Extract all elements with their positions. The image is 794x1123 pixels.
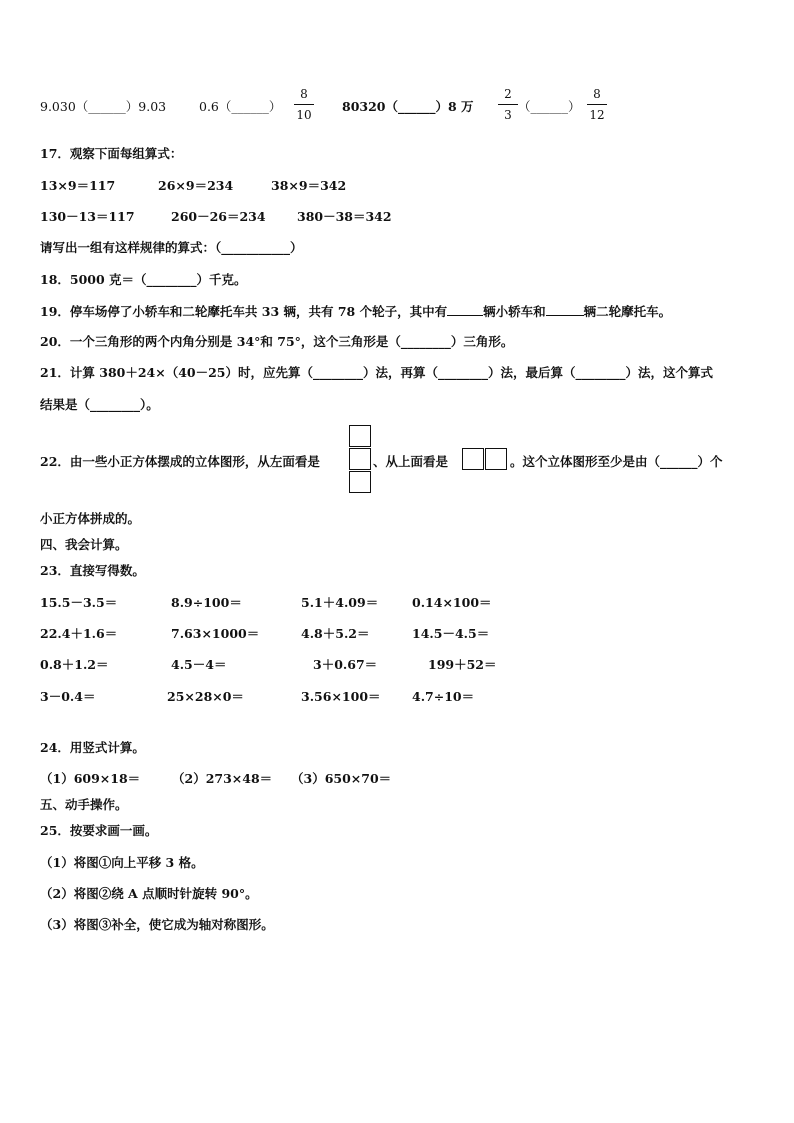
calc-item: 25×28×0＝ xyxy=(167,689,244,704)
q17-eq-1-2: 26×9＝234 xyxy=(158,178,234,193)
calc-item: 4.5－4＝ xyxy=(171,657,227,672)
blank-line xyxy=(546,303,584,316)
section-5-heading: 五、动手操作。 xyxy=(40,797,128,812)
calc-item: 5.1＋4.09＝ xyxy=(301,595,379,610)
top-view-cube-left xyxy=(462,448,484,470)
vertical-calc-item: （3）650×70＝ xyxy=(291,771,392,786)
vertical-calc-item: （1）609×18＝ xyxy=(40,771,141,786)
q25-title: 25．按要求画一画。 xyxy=(40,823,158,838)
q19-part3: 辆二轮摩托车。 xyxy=(583,304,672,319)
fraction-2-3 xyxy=(497,87,519,122)
q19-part1: 19．停车场停了小轿车和二轮摩托车共 33 辆，共有 78 个轮子，其中有 xyxy=(40,304,448,319)
q22-part2: 、从上面看是 xyxy=(373,454,449,469)
fraction-denominator: 3 xyxy=(504,108,512,122)
q21-line2: 结果是（________）。 xyxy=(40,397,159,412)
q16-compare-2-left: 0.6（______） xyxy=(199,99,282,114)
top-view-cube-right xyxy=(485,448,507,470)
blank-line xyxy=(447,303,483,316)
q21-line1: 21．计算 380＋24×（40－25）时，应先算（________）法，再算（________）法，最后算（________）法，这个算式 xyxy=(40,365,713,380)
calc-item: 4.7÷10＝ xyxy=(412,689,475,704)
q17-eq-2-2: 260－26＝234 xyxy=(171,209,266,224)
q19-part2: 辆小轿车和 xyxy=(483,304,546,319)
calc-item: 3＋0.67＝ xyxy=(313,657,378,672)
calc-item: 7.63×1000＝ xyxy=(171,626,260,641)
left-view-cube-bottom xyxy=(349,471,371,493)
q17-eq-2-1: 130－13＝117 xyxy=(40,209,135,224)
fraction-bar xyxy=(498,104,518,105)
q22-part3: 。这个立体图形至少是由（______）个 xyxy=(510,454,723,469)
calc-item: 0.14×100＝ xyxy=(412,595,492,610)
fraction-8-10 xyxy=(293,87,315,122)
q17-eq-1-1: 13×9＝117 xyxy=(40,178,116,193)
section-4-heading: 四、我会计算。 xyxy=(40,537,128,552)
q22-part1: 22．由一些小正方体摆成的立体图形，从左面看是 xyxy=(40,454,320,469)
q20: 20．一个三角形的两个内角分别是 34°和 75°，这个三角形是（________）三角形。 xyxy=(40,334,514,349)
q18: 18．5000 克＝（________）千克。 xyxy=(40,272,247,287)
fraction-numerator: 8 xyxy=(300,87,308,101)
drawing-task: （3）将图③补全，使它成为轴对称图形。 xyxy=(40,917,274,932)
q19 xyxy=(40,303,671,320)
q16-compare-4-blank: （______） xyxy=(518,99,581,114)
calc-item: 8.9÷100＝ xyxy=(171,595,242,610)
q17-ask: 请写出一组有这样规律的算式：（___________） xyxy=(40,240,303,255)
q17-title: 17．观察下面每组算式： xyxy=(40,146,183,161)
q17-eq-1-3: 38×9＝342 xyxy=(271,178,347,193)
drawing-task: （2）将图②绕 A 点顺时针旋转 90°。 xyxy=(40,886,258,901)
calc-item: 3.56×100＝ xyxy=(301,689,381,704)
fraction-bar xyxy=(294,104,314,105)
q22-line2: 小正方体拼成的。 xyxy=(40,511,141,526)
calc-item: 0.8＋1.2＝ xyxy=(40,657,109,672)
fraction-numerator: 2 xyxy=(504,87,512,101)
q17-eq-2-3: 380－38＝342 xyxy=(297,209,392,224)
left-view-cube-middle xyxy=(349,448,371,470)
fraction-8-12 xyxy=(586,87,608,122)
calc-item: 4.8＋5.2＝ xyxy=(301,626,370,641)
q24-title: 24．用竖式计算。 xyxy=(40,740,145,755)
q16-compare-3: 80320（______）8 万 xyxy=(342,99,474,114)
calc-item: 199＋52＝ xyxy=(428,657,497,672)
fraction-denominator: 10 xyxy=(296,108,312,122)
calc-item: 3－0.4＝ xyxy=(40,689,96,704)
drawing-task: （1）将图①向上平移 3 格。 xyxy=(40,855,204,870)
q16-compare-1: 9.030（______）9.03 xyxy=(40,99,167,114)
calc-item: 15.5－3.5＝ xyxy=(40,595,118,610)
calc-item: 22.4＋1.6＝ xyxy=(40,626,118,641)
fraction-denominator: 12 xyxy=(589,108,605,122)
fraction-numerator: 8 xyxy=(593,87,601,101)
left-view-cube-top xyxy=(349,425,371,447)
calc-item: 14.5－4.5＝ xyxy=(412,626,490,641)
vertical-calc-item: （2）273×48＝ xyxy=(172,771,273,786)
fraction-bar xyxy=(587,104,607,105)
q23-title: 23．直接写得数。 xyxy=(40,563,145,578)
